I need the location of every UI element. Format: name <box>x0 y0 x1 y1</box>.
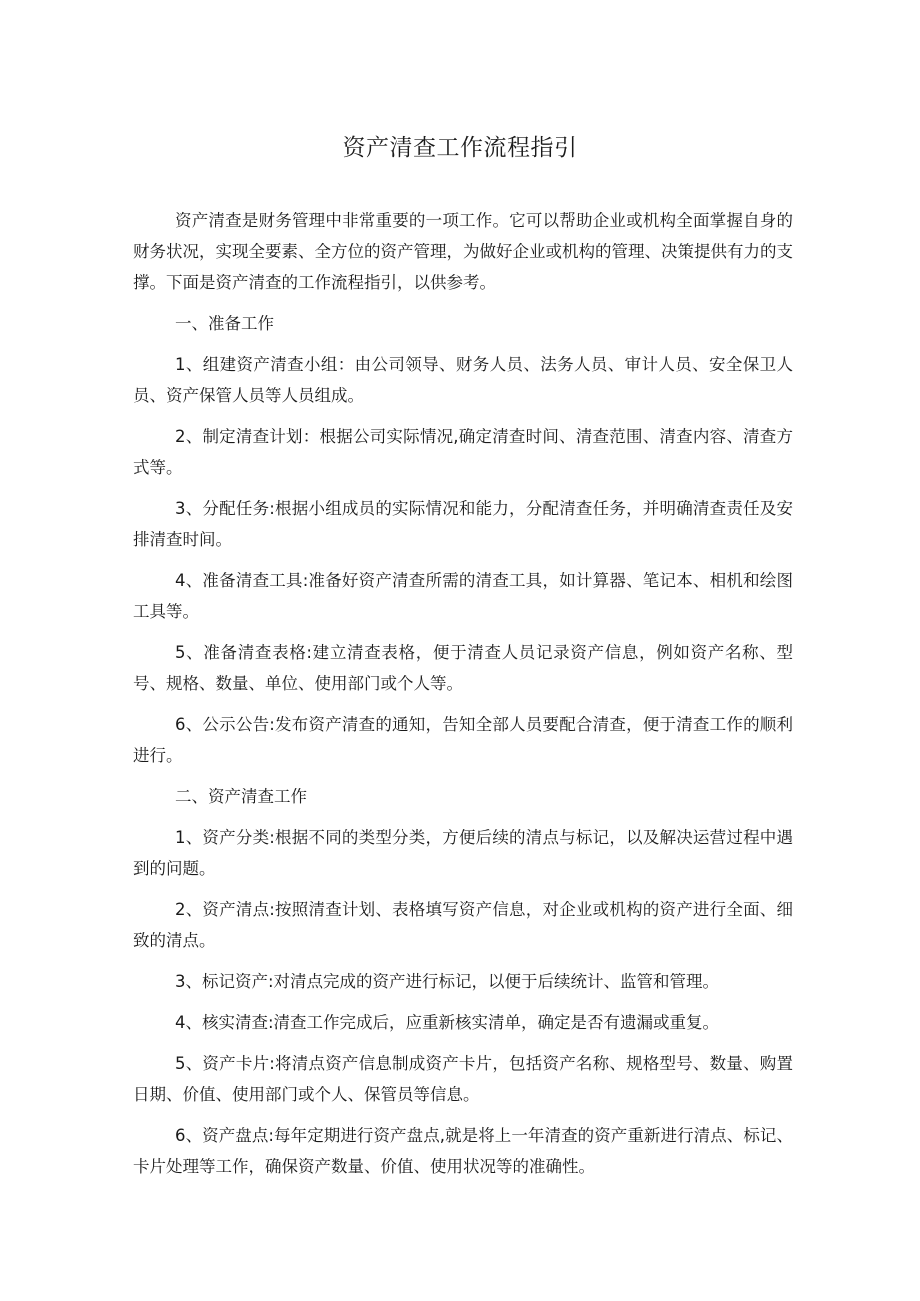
list-item: 3、分配任务:根据小组成员的实际情况和能力，分配清查任务，并明确清查责任及安排清查时间。 <box>133 499 793 549</box>
list-item: 6、资产盘点:每年定期进行资产盘点,就是将上一年清查的资产重新进行清点、标记、卡片处理等工作，确保资产数量、价值、使用状况等的准确性。 <box>133 1126 793 1176</box>
list-item: 3、标记资产:对清点完成的资产进行标记，以便于后续统计、监管和管理。 <box>175 972 720 991</box>
page-title: 资产清查工作流程指引 <box>342 135 578 161</box>
list-item: 5、准备清查表格:建立清查表格，便于清查人员记录资产信息，例如资产名称、型号、规格、数量、单位、使用部门或个人等。 <box>133 643 793 693</box>
list-item: 1、资产分类:根据不同的类型分类，方便后续的清点与标记，以及解决运营过程中遇到的问题。 <box>133 828 793 878</box>
list-item: 4、核实清查:清查工作完成后，应重新核实清单，确定是否有遗漏或重复。 <box>175 1013 720 1032</box>
section-heading-preparation: 一、准备工作 <box>175 314 274 333</box>
list-item: 1、组建资产清查小组：由公司领导、财务人员、法务人员、审计人员、安全保卫人员、资产保管人员等人员组成。 <box>133 355 793 405</box>
list-item: 2、制定清查计划：根据公司实际情况,确定清查时间、清查范围、清查内容、清查方式等。 <box>133 427 793 477</box>
document-body <box>133 205 793 1182</box>
list-item: 4、准备清查工具:准备好资产清查所需的清查工具，如计算器、笔记本、相机和绘图工具等。 <box>133 571 793 621</box>
intro-paragraph: 资产清查是财务管理中非常重要的一项工作。它可以帮助企业或机构全面掌握自身的财务状况，实现全要素、全方位的资产管理，为做好企业或机构的管理、决策提供有力的支撑。下面是资产清查的工作流程指引，以供参考。 <box>133 211 793 292</box>
section-heading-asset-check: 二、资产清查工作 <box>175 787 307 806</box>
list-item: 6、公示公告:发布资产清查的通知，告知全部人员要配合清查，便于清查工作的顺利进行。 <box>133 715 793 765</box>
list-item: 5、资产卡片:将清点资产信息制成资产卡片，包括资产名称、规格型号、数量、购置日期、价值、使用部门或个人、保管员等信息。 <box>133 1054 793 1104</box>
list-item: 2、资产清点:按照清查计划、表格填写资产信息，对企业或机构的资产进行全面、细致的清点。 <box>133 900 793 950</box>
